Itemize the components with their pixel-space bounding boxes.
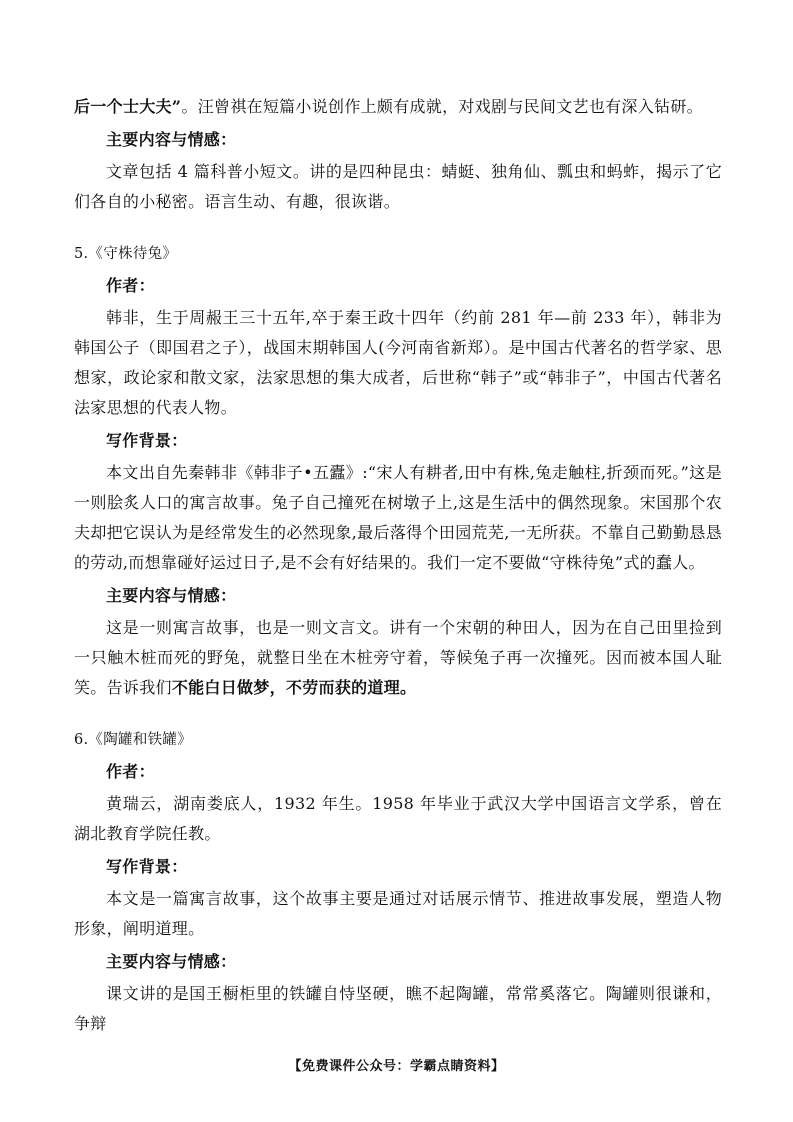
document-body bbox=[74, 92, 722, 1039]
section-title-6: 6.《陶罐和铁罐》 bbox=[74, 732, 193, 748]
background-paragraph-6: 本文是一篇寓言故事，这个故事主要是通过对话展示情节、推进故事发展，塑造人物形象，阐明道理。 bbox=[74, 889, 722, 938]
content-paragraph-6: 课文讲的是国王橱柜里的铁罐自恃坚硬，瞧不起陶罐，常常奚落它。陶罐则很谦和，争辩 bbox=[74, 984, 722, 1033]
content-text-5: 这是一则寓言故事，也是一则文言文。讲有一个宋朝的种田人，因为在自己田里捡到一只触木桩而死的野兔，就整日坐在木桩旁守着，等候兔子再一次撞死。因而被本国人耻笑。告诉我们 bbox=[74, 618, 722, 697]
heading-background-5: 写作背景： bbox=[106, 431, 188, 450]
heading-content-prev: 主要内容与情感： bbox=[106, 130, 237, 149]
background-paragraph-5: 本文出自先秦韩非《韩非子•五蠹》:“宋人有耕者,田中有株,兔走触柱,折颈而死。”这是一则脍炙人口的寓言故事。兔子自己撞死在树墩子上,这是生活中的偶然现象。宋国那个农夫却把它误认为是经常发生的必然现象,最后落得个田园荒芜,一无所获。不靠自己勤勤恳恳的劳动,而想靠碰好运过日子,是不会有好结果的。我们一定不要做“守株待兔”式的蠢人。 bbox=[74, 463, 722, 572]
heading-author-5: 作者： bbox=[106, 276, 155, 295]
heading-content-6: 主要内容与情感： bbox=[106, 952, 237, 971]
heading-content-5: 主要内容与情感： bbox=[106, 586, 237, 605]
content-paragraph-prev: 文章包括 4 篇科普小短文。讲的是四种昆虫：蜻蜓、独角仙、瓢虫和蚂蚱，揭示了它们各自的小秘密。语言生动、有趣，很诙谐。 bbox=[74, 162, 722, 211]
heading-background-6: 写作背景： bbox=[106, 857, 188, 876]
page-footer: 【免费课件公众号：学霸点睛资料】 bbox=[288, 1059, 505, 1074]
continuation-paragraph bbox=[74, 92, 722, 122]
content-paragraph-5 bbox=[74, 613, 722, 703]
continuation-bold-text: 后一个士大夫” bbox=[74, 97, 182, 116]
author-paragraph-6: 黄瑞云，湖南娄底人，1932 年生。1958 年毕业于武汉大学中国语言文学系，曾在湖北教育学院任教。 bbox=[74, 794, 722, 843]
author-paragraph-5: 韩非，生于周赧王三十五年,卒于秦王政十四年（约前 281 年—前 233 年），韩非为韩国公子（即国君之子），战国末期韩国人(今河南省新郑）。是中国古代著名的哲学家、思想家，政论家和散文家，法家思想的集大成者，后世称“韩子”或“韩非子”，中国古代著名法家思想的代表人物。 bbox=[74, 308, 722, 417]
content-bold-5: 不能白日做梦，不劳而获的道理。 bbox=[171, 678, 417, 697]
heading-author-6: 作者： bbox=[106, 762, 155, 781]
continuation-text: 。汪曾祺在短篇小说创作上颇有成就，对戏剧与民间文艺也有深入钻研。 bbox=[181, 97, 703, 116]
section-title-5: 5.《守株待兔》 bbox=[74, 246, 178, 262]
